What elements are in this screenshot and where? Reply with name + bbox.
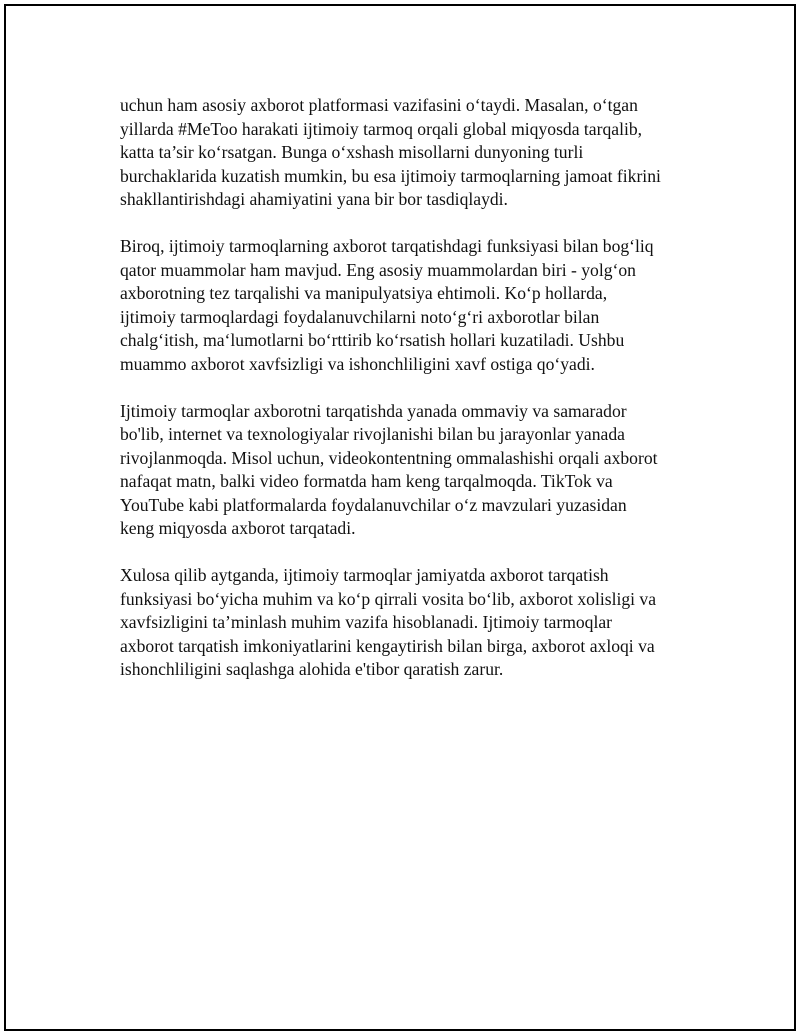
body-text: [120, 94, 700, 705]
text-line: Xulosa qilib aytganda, ijtimoiy tarmoqlar jamiyatda axborot tarqatish: [120, 565, 609, 585]
text-line: axborot tarqatish imkoniyatlarini kengaytirish bilan birga, axborot axloqi va: [120, 635, 655, 656]
text-line: keng miqyosda axborot tarqatadi.: [120, 518, 356, 538]
text-line: funksiyasi bo‘yicha muhim va ko‘p qirrali vosita bo‘lib, axborot xolisligi va: [120, 588, 657, 609]
text-line: ijtimoiy tarmoqlardagi foydalanuvchilarni noto‘g‘ri axborotlar bilan: [120, 306, 600, 327]
text-line: chalg‘itish, ma‘lumotlarni bo‘rttirib ko‘rsatish hollari kuzatiladi. Ushbu: [120, 330, 625, 350]
text-line: yillarda #MeToo harakati ijtimoiy tarmoq orqali global miqyosda tarqalib,: [120, 118, 643, 139]
text-line: xavfsizligini ta’minlash muhim vazifa hisoblanadi. Ijtimoiy tarmoqlar: [120, 612, 613, 632]
text-line: shakllantirishdagi ahamiyatini yana bir bor tasdiqlaydi.: [120, 189, 508, 209]
text-line: bo'lib, internet va texnologiyalar rivojlanishi bilan bu jarayonlar yanada: [120, 424, 625, 444]
text-line: Biroq, ijtimoiy tarmoqlarning axborot tarqatishdagi funksiyasi bilan bog‘liq: [120, 236, 654, 256]
paragraph-3: [120, 400, 700, 541]
document-page: [4, 4, 796, 1031]
paragraph-1: [120, 94, 700, 212]
paragraph-2: [120, 235, 700, 376]
text-line: muammo axborot xavfsizligi va ishonchliligini xavf ostiga qo‘yadi.: [120, 353, 595, 374]
text-line: katta ta’sir ko‘rsatgan. Bunga o‘xshash misollarni dunyoning turli: [120, 142, 584, 162]
text-line: YouTube kabi platformalarda foydalanuvchilar o‘z mavzulari yuzasidan: [120, 494, 627, 515]
text-line: qator muammolar ham mavjud. Eng asosiy muammolardan biri - yolg‘on: [120, 259, 636, 280]
text-line: nafaqat matn, balki video formatda ham keng tarqalmoqda. TikTok va: [120, 471, 613, 491]
text-line: ishonchliligini saqlashga alohida e'tibor qaratish zarur.: [120, 659, 504, 679]
text-line: uchun ham asosiy axborot platformasi vazifasini o‘taydi. Masalan, o‘tgan: [120, 95, 638, 115]
paragraph-4: [120, 564, 700, 682]
text-line: axborotning tez tarqalishi va manipulyatsiya ehtimoli. Ko‘p hollarda,: [120, 283, 608, 303]
text-line: burchaklarida kuzatish mumkin, bu esa ijtimoiy tarmoqlarning jamoat fikrini: [120, 165, 661, 186]
text-line: rivojlanmoqda. Misol uchun, videokontentning ommalashishi orqali axborot: [120, 447, 658, 468]
text-line: Ijtimoiy tarmoqlar axborotni tarqatishda yanada ommaviy va samarador: [120, 400, 627, 421]
